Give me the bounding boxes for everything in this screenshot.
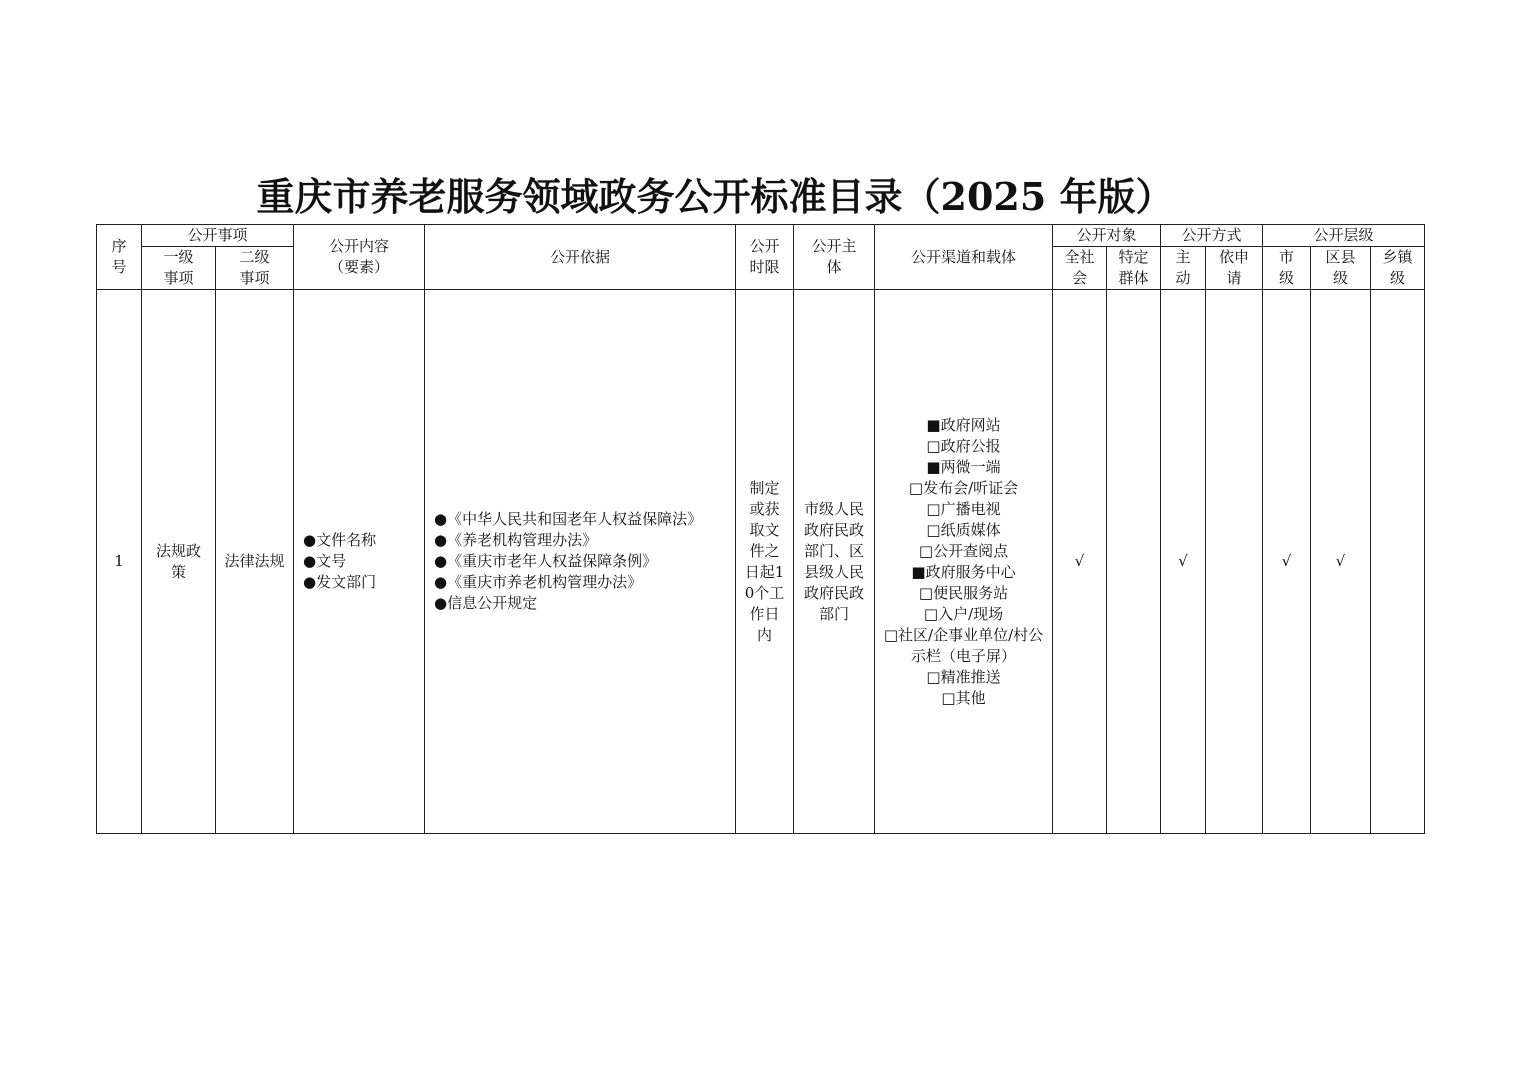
basis-item: ●信息公开规定 [434, 594, 538, 612]
basis-item: ●《中华人民共和国老年人权益保障法》 [434, 510, 703, 528]
channel-item: □便民服务站 [918, 583, 1009, 602]
header-audience-specific: 特定群体 [1107, 247, 1161, 290]
cell-content [294, 290, 425, 834]
cell-level2: 法律法规 [216, 290, 294, 834]
channel-item: □公开查阅点 [918, 541, 1009, 560]
cell-channel [875, 290, 1053, 834]
cell-level-city: √ [1263, 290, 1311, 834]
cell-basis [425, 290, 736, 834]
cell-level-town [1371, 290, 1425, 834]
content-item: ●发文部门 [303, 573, 377, 591]
cell-level-county: √ [1311, 290, 1371, 834]
cell-mode-request [1206, 290, 1263, 834]
header-time-limit: 公开时限 [736, 225, 794, 290]
header-subject: 公开主体 [794, 225, 875, 290]
header-content: 公开内容（要素） [294, 225, 425, 290]
header-mode-request: 依申请 [1206, 247, 1263, 290]
cell-time-limit: 制定或获取文件之日起10个工作日内 [736, 290, 794, 834]
header-mode-group: 公开方式 [1161, 225, 1263, 247]
basis-item: ●《重庆市老年人权益保障条例》 [434, 552, 658, 570]
header-level-city: 市级 [1263, 247, 1311, 290]
channel-item: □纸质媒体 [926, 520, 1001, 539]
header-level-town: 乡镇级 [1371, 247, 1425, 290]
catalog-table [96, 224, 1425, 834]
cell-audience-specific [1107, 290, 1161, 834]
channel-item: ■政府网站 [926, 415, 1001, 434]
cell-audience-all: √ [1053, 290, 1107, 834]
header-seq: 序号 [97, 225, 142, 290]
table-row [97, 290, 1425, 834]
header-item-group: 公开事项 [142, 225, 294, 247]
channel-item: □发布会/听证会 [908, 478, 1019, 497]
channel-item: □精准推送 [926, 667, 1001, 686]
header-row-1 [97, 225, 1425, 247]
channel-item: ■政府服务中心 [911, 562, 1016, 581]
header-level-group: 公开层级 [1263, 225, 1425, 247]
basis-item: ●《重庆市养老机构管理办法》 [434, 573, 643, 591]
header-audience-all: 全社会 [1053, 247, 1107, 290]
cell-level1: 法规政策 [142, 290, 216, 834]
header-mode-active: 主动 [1161, 247, 1206, 290]
channel-item: □社区/企事业单位/村公示栏（电子屏） [883, 625, 1044, 665]
header-level2: 二级事项 [216, 247, 294, 290]
cell-subject: 市级人民政府民政部门、区县级人民政府民政部门 [794, 290, 875, 834]
basis-item: ●《养老机构管理办法》 [434, 531, 598, 549]
channel-item: □其他 [941, 688, 986, 707]
content-item: ●文件名称 [303, 531, 377, 549]
channel-item: □政府公报 [926, 436, 1001, 455]
header-level1: 一级事项 [142, 247, 216, 290]
header-level-county: 区县级 [1311, 247, 1371, 290]
header-channel: 公开渠道和载体 [875, 225, 1053, 290]
channel-item: □广播电视 [926, 499, 1001, 518]
channel-item: □入户/现场 [923, 604, 1004, 623]
cell-mode-active: √ [1161, 290, 1206, 834]
content-item: ●文号 [303, 552, 347, 570]
channel-item: ■两微一端 [926, 457, 1001, 476]
header-audience-group: 公开对象 [1053, 225, 1161, 247]
cell-seq: 1 [97, 290, 142, 834]
page-title: 重庆市养老服务领域政务公开标准目录（2025 年版） [256, 174, 1174, 219]
header-basis: 公开依据 [425, 225, 736, 290]
